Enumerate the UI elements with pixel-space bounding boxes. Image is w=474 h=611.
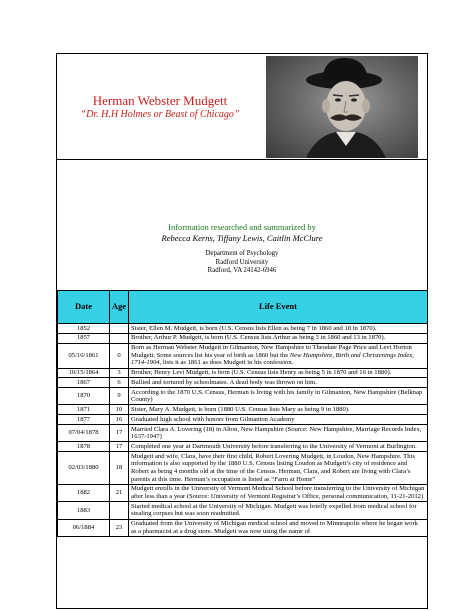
- university-address: Radford, VA 24142-6946: [207, 267, 277, 275]
- event-cell: Married Clara A. Lovering (18) in Alton, New Hampshire (Source: New Hampshire, Marriage Records Index, 1637-1947): [129, 425, 428, 442]
- date-cell: 10/15/1864: [58, 368, 110, 378]
- date-cell: 1870: [58, 388, 110, 405]
- event-cell: Sister, Ellen M. Mudgett, is born (U.S. Census lists Ellen as being 7 in 1860 and 18 in 1870).: [129, 324, 428, 334]
- date-cell: 05/16/1861: [58, 343, 110, 368]
- age-cell: [110, 502, 129, 519]
- event-column-header: Life Event: [129, 291, 428, 324]
- table-row: [58, 333, 428, 343]
- date-cell: 1871: [58, 405, 110, 415]
- table-row: [58, 442, 428, 452]
- portrait-photo: [266, 56, 418, 158]
- age-column-header: Age: [110, 291, 129, 324]
- portrait-illustration: [266, 56, 418, 158]
- age-cell: 6: [110, 378, 129, 388]
- table-row: [58, 378, 428, 388]
- age-cell: 17: [110, 425, 129, 442]
- event-cell: Brother, Henry Levi Mudgett, is born (U.S. Census lists Henry as being 5 in 1870 and 16 in 1880).: [129, 368, 428, 378]
- table-row: [58, 415, 428, 425]
- date-cell: 1882: [58, 484, 110, 501]
- date-cell: 02/03/1880: [58, 452, 110, 485]
- age-cell: [110, 333, 129, 343]
- event-cell: Brother, Arthur P. Mudgett, is born (U.S. Census lists Arthur as being 3 in 1860 and 13 in 1870).: [129, 333, 428, 343]
- authors-line: Rebecca Kerns, Tiffany Lewis, Caitlin McClure: [161, 233, 323, 243]
- event-cell: Started medical school at the University of Michigan. Mudgett was briefly expelled from medical school for stealing corpses but was soon readmitted.: [129, 502, 428, 519]
- table-row: [58, 484, 428, 501]
- info-section: [57, 160, 427, 291]
- event-cell: Mudgett and wife, Clara, have their first child, Robert Lovering Mudgett, in Loudon, New Hampshire. This information is also supported by the 1880 U.S. Census listing Loudon as Mudgett’s city of residence and Robert as being 4 months old at the time of the Census. Herman, Clara, and Robert are living with Clara’s parents at this time. Herman’s occupation is listed as “Farm at Home”: [129, 452, 428, 485]
- event-cell: Bullied and tortured by schoolmates. A dead body was thrown on him.: [129, 378, 428, 388]
- date-cell: 1877: [58, 415, 110, 425]
- table-body: [58, 324, 428, 537]
- table-row: [58, 343, 428, 368]
- date-cell: 07/04/1878: [58, 425, 110, 442]
- table-row: [58, 425, 428, 442]
- page-title: Herman Webster Mudgett: [92, 93, 228, 108]
- researched-by-line: Information researched and summarized by: [168, 222, 316, 232]
- age-cell: 16: [110, 415, 129, 425]
- table-row: [58, 519, 428, 536]
- date-cell: 1857: [58, 333, 110, 343]
- document-frame: [56, 53, 428, 609]
- university-name: Radford University: [215, 258, 269, 266]
- event-cell: Sister, Mary A. Mudgett, is born (1880 U.S. Census lists Mary as being 9 in 1880).: [129, 405, 428, 415]
- department-address: [57, 250, 427, 276]
- table-row: [58, 368, 428, 378]
- page-subtitle: “Dr. H.H Holmes or Beast of Chicago”: [80, 109, 240, 120]
- table-header-row: [58, 291, 428, 324]
- date-cell: 1878: [58, 442, 110, 452]
- age-cell: 21: [110, 484, 129, 501]
- event-cell: Born as Herman Webster Mudgett in Gilmanton, New Hampshire to Theodate Page Price and Levi Horton Mudgett. Some sources list his year of birth as 1860 but the New Hampshire, Birth and Christenings Index, 1714-1904, lists it as 1861 as does Mudgett in his confession.: [129, 343, 428, 368]
- age-cell: [110, 324, 129, 334]
- event-cell: Graduated high school with honors from Gilmanton Academy: [129, 415, 428, 425]
- department-name: Department of Psychology: [205, 250, 279, 257]
- event-cell: According to the 1870 U.S. Census, Herman is living with his family in Gilmanton, New Hampshire (Belknap County): [129, 388, 428, 405]
- age-cell: 17: [110, 442, 129, 452]
- table-row: [58, 405, 428, 415]
- date-cell: 1852: [58, 324, 110, 334]
- event-cell: Completed one year at Dartmouth University before transferring to the University of Vermont at Burlington.: [129, 442, 428, 452]
- age-cell: 9: [110, 388, 129, 405]
- event-cell: Graduated from the University of Michigan medical school and moved to Minneapolis where he began work as a pharmacist at a drug store. Mudgett was now using the name of: [129, 519, 428, 536]
- date-cell: 1867: [58, 378, 110, 388]
- age-cell: 23: [110, 519, 129, 536]
- age-cell: 18: [110, 452, 129, 485]
- date-cell: 06/1884: [58, 519, 110, 536]
- table-row: [58, 502, 428, 519]
- date-column-header: Date: [58, 291, 110, 324]
- life-events-table: [57, 290, 428, 537]
- age-cell: 10: [110, 405, 129, 415]
- date-cell: 1883: [58, 502, 110, 519]
- age-cell: 3: [110, 368, 129, 378]
- table-row: [58, 324, 428, 334]
- header-section: [57, 54, 427, 160]
- table-row: [58, 452, 428, 485]
- table-row: [58, 388, 428, 405]
- age-cell: 0: [110, 343, 129, 368]
- event-cell: Mudgett enrolls in the University of Vermont Medical School before transferring to the University of Michigan after less than a year (Source: University of Vermont Registrar’s Office, personal communication, 11-21-2012): [129, 484, 428, 501]
